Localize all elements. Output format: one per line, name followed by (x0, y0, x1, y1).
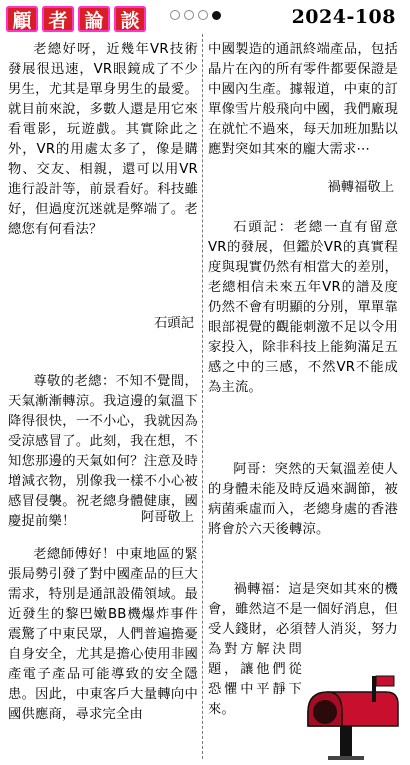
circle-icon (170, 10, 180, 20)
title-char-1: 顧 (6, 6, 38, 32)
header (0, 0, 410, 34)
column-divider (202, 34, 203, 759)
title-char-3: 論 (78, 6, 110, 32)
reply-paragraph: 阿哥：突然的天氣溫差使人的身體未能及時反過來調節，被病菌乘虛而入，老總身處的香港將會於六天後轉涼。 (208, 462, 398, 537)
letter-signature: 禍轉福敬上 (327, 180, 394, 195)
decorative-dots (170, 10, 221, 20)
letter-signature: 阿哥敬上 (140, 510, 194, 525)
circle-icon (184, 10, 194, 20)
circle-icon (198, 10, 208, 20)
mailbox-icon (302, 672, 402, 760)
filled-circle-icon (212, 11, 221, 20)
reply-text: 禍轉福：這是突如其來的機會，雖然這不是一個好消息，但受人錢財，必須替人消災，努力為對方解決問題，讓他們從恐懼中平靜下來。 (208, 582, 398, 717)
issue-number: 2024-108 (291, 6, 396, 28)
letter-paragraph: 尊敬的老總：不知不覺間，天氣漸漸轉涼。我這邊的氣溫下降得很快，一不小心，我就因為受涼感冒了。此刻，我在想，不知您那邊的天氣如何？注意及時增減衣物，別像我一樣不小心被感冒侵襲。祝老總身體健康，國慶捉前樂！ (8, 374, 198, 529)
title-char-4: 談 (114, 6, 146, 32)
letter-signature: 石頭記 (154, 316, 194, 331)
letter-paragraph: 老總師傅好！中東地區的緊張局勢引發了對中國產品的巨大需求，特別是通訊設備領域。最近發生的黎巴嫩BB機爆炸事件震驚了中東民眾，人們普遍擔憂自身安全，尤其是擔心使用非國產電子產品可能導致的安全隱患。因此，中東客戶大量轉向中國供應商，尋求完全由 (8, 547, 198, 722)
title-char-2: 者 (42, 6, 74, 32)
letter-paragraph: 中國製造的通訊終端產品，包括晶片在內的所有零件都要保證是中國內生產。據報道，中東的訂單像雪片般飛向中國，我們廠現在就忙不過來，每天加班加點以應對突如其來的龐大需求⋯ (208, 42, 398, 157)
column-title (6, 6, 146, 32)
reply-paragraph: 石頭記：老總一直有留意VR的發展，但鑑於VR的真實程度與現實仍然有相當大的差別，老總相信未來五年VR的譜及度仍然不會有明顯的分別，單單靠眼部視覺的觀能刺激不足以令用家投入，除非科技上能夠滿足五感之中的三感，不然VR不能成為主流。 (208, 220, 398, 395)
letter-paragraph: 老總好呀，近幾年VR技術發展很迅速，VR眼鏡成了不少男生，尤其是單身男生的最愛。就目前來說，多數人還是用它來看電影，玩遊戲。其實除此之外，VR的用處太多了，像是購物、交友、相親，還可以用VR進行設計等，前景看好。科技雖好，但過度沉迷就是弊端了。老總您有何看法？ (8, 42, 198, 237)
